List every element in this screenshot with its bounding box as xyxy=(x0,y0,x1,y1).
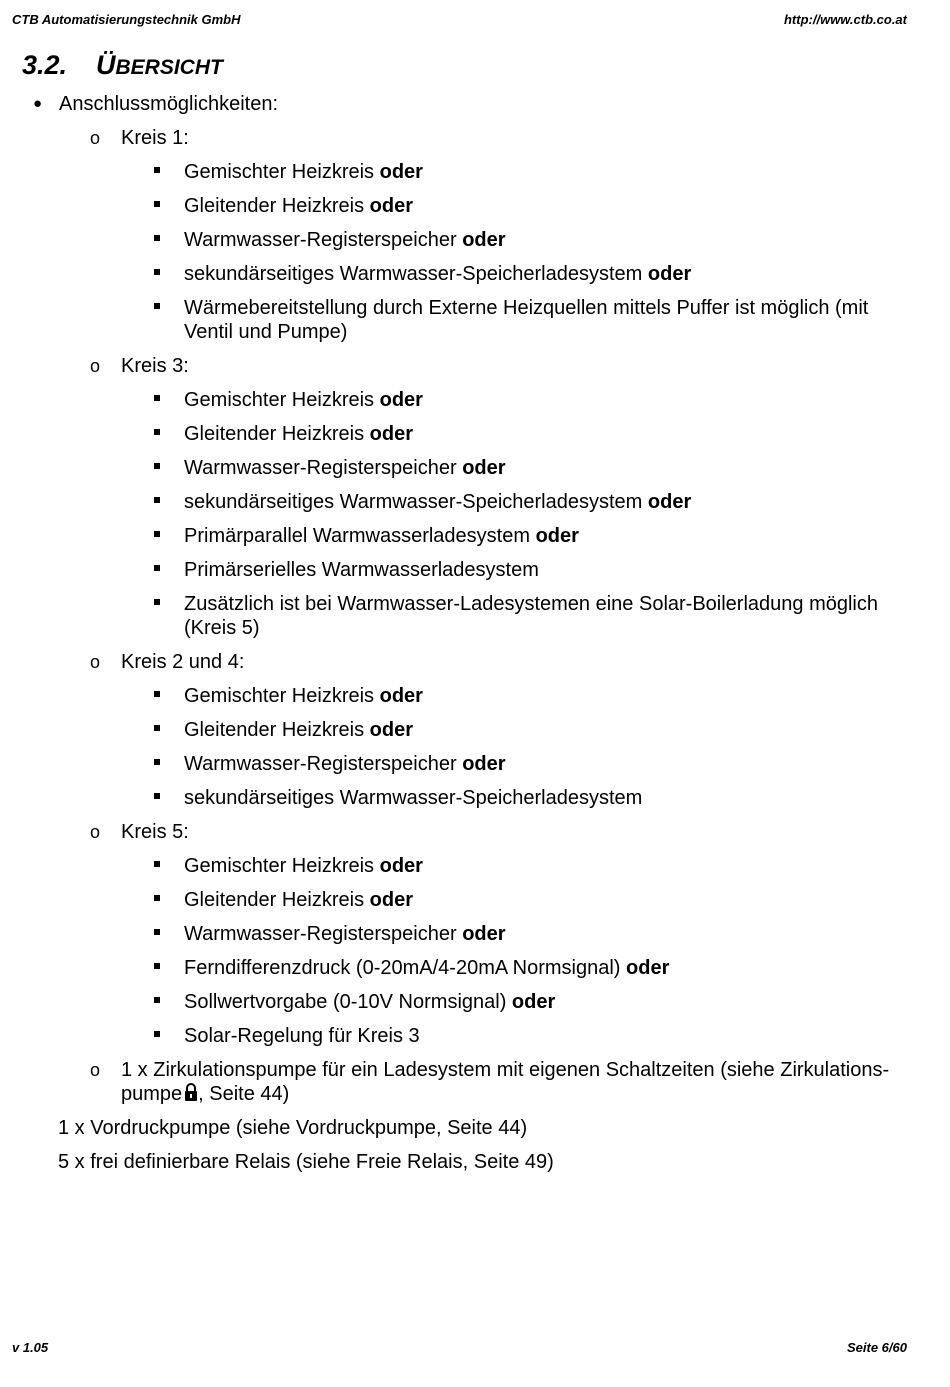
item-text: Gleitender Heizkreis xyxy=(184,195,365,217)
vordruck-text: 1 x Vordruckpumpe (siehe Vordruckpumpe, Seite 44) xyxy=(58,1117,528,1139)
item-text: Primärparallel Warmwasserladesystem xyxy=(184,525,531,547)
title-first-letter: Ü xyxy=(96,50,116,80)
list-item xyxy=(0,296,950,344)
list-item xyxy=(0,558,950,582)
item-text: sekundärseitiges Warmwasser-Speicherladesystem xyxy=(184,491,643,513)
bullet-circle: o xyxy=(90,652,101,672)
item-text: Primärserielles Warmwasserladesystem xyxy=(184,559,539,581)
oder-text: oder xyxy=(369,719,413,741)
bullet-square xyxy=(154,861,160,867)
list-item xyxy=(0,388,950,412)
main-bullet-item xyxy=(0,92,950,116)
bullet-square xyxy=(154,201,160,207)
item-text: Gleitender Heizkreis xyxy=(184,423,365,445)
item-text: sekundärseitiges Warmwasser-Speicherladesystem xyxy=(184,787,643,809)
item-text: Gemischter Heizkreis xyxy=(184,855,375,877)
list-item xyxy=(0,262,950,286)
oder-text: oder xyxy=(379,685,423,707)
list-item xyxy=(0,718,950,742)
oder-text: oder xyxy=(626,957,670,979)
item-text: Warmwasser-Registerspeicher xyxy=(184,229,457,251)
oder-text: oder xyxy=(379,161,423,183)
relais-item xyxy=(0,1150,950,1174)
list-item xyxy=(0,228,950,252)
item-text: Gemischter Heizkreis xyxy=(184,389,375,411)
item-text: Warmwasser-Registerspeicher xyxy=(184,923,457,945)
bullet-square xyxy=(154,691,160,697)
kreis-2-4-label: Kreis 2 und 4: xyxy=(121,651,245,673)
item-text: Gleitender Heizkreis xyxy=(184,719,365,741)
bullet-square xyxy=(154,269,160,275)
item-text: Wärmebereitstellung durch Externe Heizquellen mittels Puffer ist möglich (mit Ventil und Pumpe) xyxy=(184,297,869,343)
oder-text: oder xyxy=(647,491,692,513)
list-item xyxy=(0,684,950,708)
bullet-square xyxy=(154,725,160,731)
kreis-3-label: Kreis 3: xyxy=(121,355,189,377)
oder-text: oder xyxy=(462,457,506,479)
bullet-square xyxy=(154,759,160,765)
list-item xyxy=(0,160,950,184)
bullet-square xyxy=(154,429,160,435)
item-text: sekundärseitiges Warmwasser-Speicherladesystem xyxy=(184,263,643,285)
list-item xyxy=(0,194,950,218)
list-item xyxy=(0,854,950,878)
list-item xyxy=(0,524,950,548)
bullet-square xyxy=(154,395,160,401)
item-text: Ferndifferenzdruck (0-20mA/4-20mA Normsignal) xyxy=(184,957,621,979)
header-company: CTB Automatisierungstechnik GmbH xyxy=(12,12,241,27)
bullet-square xyxy=(154,929,160,935)
bullet-square xyxy=(154,895,160,901)
list-item xyxy=(0,990,950,1014)
oder-text: oder xyxy=(647,263,692,285)
list-item xyxy=(0,456,950,480)
bullet-circle: o xyxy=(90,1060,101,1080)
bullet-square xyxy=(154,531,160,537)
bullet-circle: o xyxy=(90,356,101,376)
lock-icon xyxy=(184,1082,198,1102)
bullet-square xyxy=(154,599,160,605)
list-item xyxy=(0,922,950,946)
list-item xyxy=(0,422,950,446)
item-text: Warmwasser-Registerspeicher xyxy=(184,753,457,775)
bullet-square xyxy=(154,497,160,503)
item-text: Gleitender Heizkreis xyxy=(184,889,365,911)
bullet-square xyxy=(154,565,160,571)
item-text: Gemischter Heizkreis xyxy=(184,161,375,183)
oder-text: oder xyxy=(462,229,506,251)
list-item xyxy=(0,786,950,810)
bullet-square xyxy=(154,167,160,173)
bullet-square xyxy=(154,963,160,969)
oder-text: oder xyxy=(535,525,579,547)
oder-text: oder xyxy=(462,923,506,945)
overview-content xyxy=(0,92,950,1184)
oder-text: oder xyxy=(369,889,413,911)
relais-text: 5 x frei definierbare Relais (siehe Freie Relais, Seite 49) xyxy=(58,1151,554,1173)
list-item xyxy=(0,490,950,514)
main-bullet-text: Anschlussmöglichkeiten: xyxy=(59,93,278,115)
kreis-5-item xyxy=(0,820,950,844)
oder-text: oder xyxy=(379,389,423,411)
item-text: Gemischter Heizkreis xyxy=(184,685,375,707)
oder-text: oder xyxy=(379,855,423,877)
header-url[interactable]: http://www.ctb.co.at xyxy=(783,12,907,27)
kreis-2-4-item xyxy=(0,650,950,674)
item-text: Zusätzlich ist bei Warmwasser-Ladesystemen eine Solar-Boilerladung möglich (Kreis 5) xyxy=(184,593,878,639)
item-text: Sollwertvorgabe (0-10V Normsignal) xyxy=(184,991,507,1013)
list-item xyxy=(0,888,950,912)
title-rest: BERSICHT xyxy=(115,56,223,79)
oder-text: oder xyxy=(511,991,556,1013)
list-item xyxy=(0,752,950,776)
footer-page: Seite 6/60 xyxy=(847,1340,907,1355)
bullet-square xyxy=(154,1031,160,1037)
bullet-square xyxy=(154,997,160,1003)
kreis-1-item xyxy=(0,126,950,150)
bullet-circle: o xyxy=(90,128,101,148)
list-item xyxy=(0,956,950,980)
bullet-square xyxy=(154,463,160,469)
zirkulation-text-after: , Seite 44) xyxy=(198,1083,290,1105)
section-number: 3.2. xyxy=(22,50,68,80)
item-text: Solar-Regelung für Kreis 3 xyxy=(184,1025,420,1047)
oder-text: oder xyxy=(462,753,506,775)
bullet-square xyxy=(154,235,160,241)
bullet-square xyxy=(154,793,160,799)
section-title xyxy=(22,50,223,81)
zirkulation-text: 1 x Zirkulationspumpe für ein Ladesystem mit eigenen Schaltzeiten (siehe Zirkulations-pumpe xyxy=(121,1059,890,1105)
list-item xyxy=(0,1024,950,1048)
kreis-5-label: Kreis 5: xyxy=(121,821,189,843)
oder-text: oder xyxy=(369,423,413,445)
footer-version: v 1.05 xyxy=(12,1340,49,1355)
oder-text: oder xyxy=(369,195,413,217)
bullet-dot: ● xyxy=(33,95,43,112)
bullet-circle: o xyxy=(90,822,101,842)
list-item xyxy=(0,592,950,640)
kreis-3-item xyxy=(0,354,950,378)
vordruck-item xyxy=(0,1116,950,1140)
bullet-square xyxy=(154,303,160,309)
kreis-1-label: Kreis 1: xyxy=(121,127,189,149)
item-text: Warmwasser-Registerspeicher xyxy=(184,457,457,479)
zirkulation-item xyxy=(0,1058,950,1106)
